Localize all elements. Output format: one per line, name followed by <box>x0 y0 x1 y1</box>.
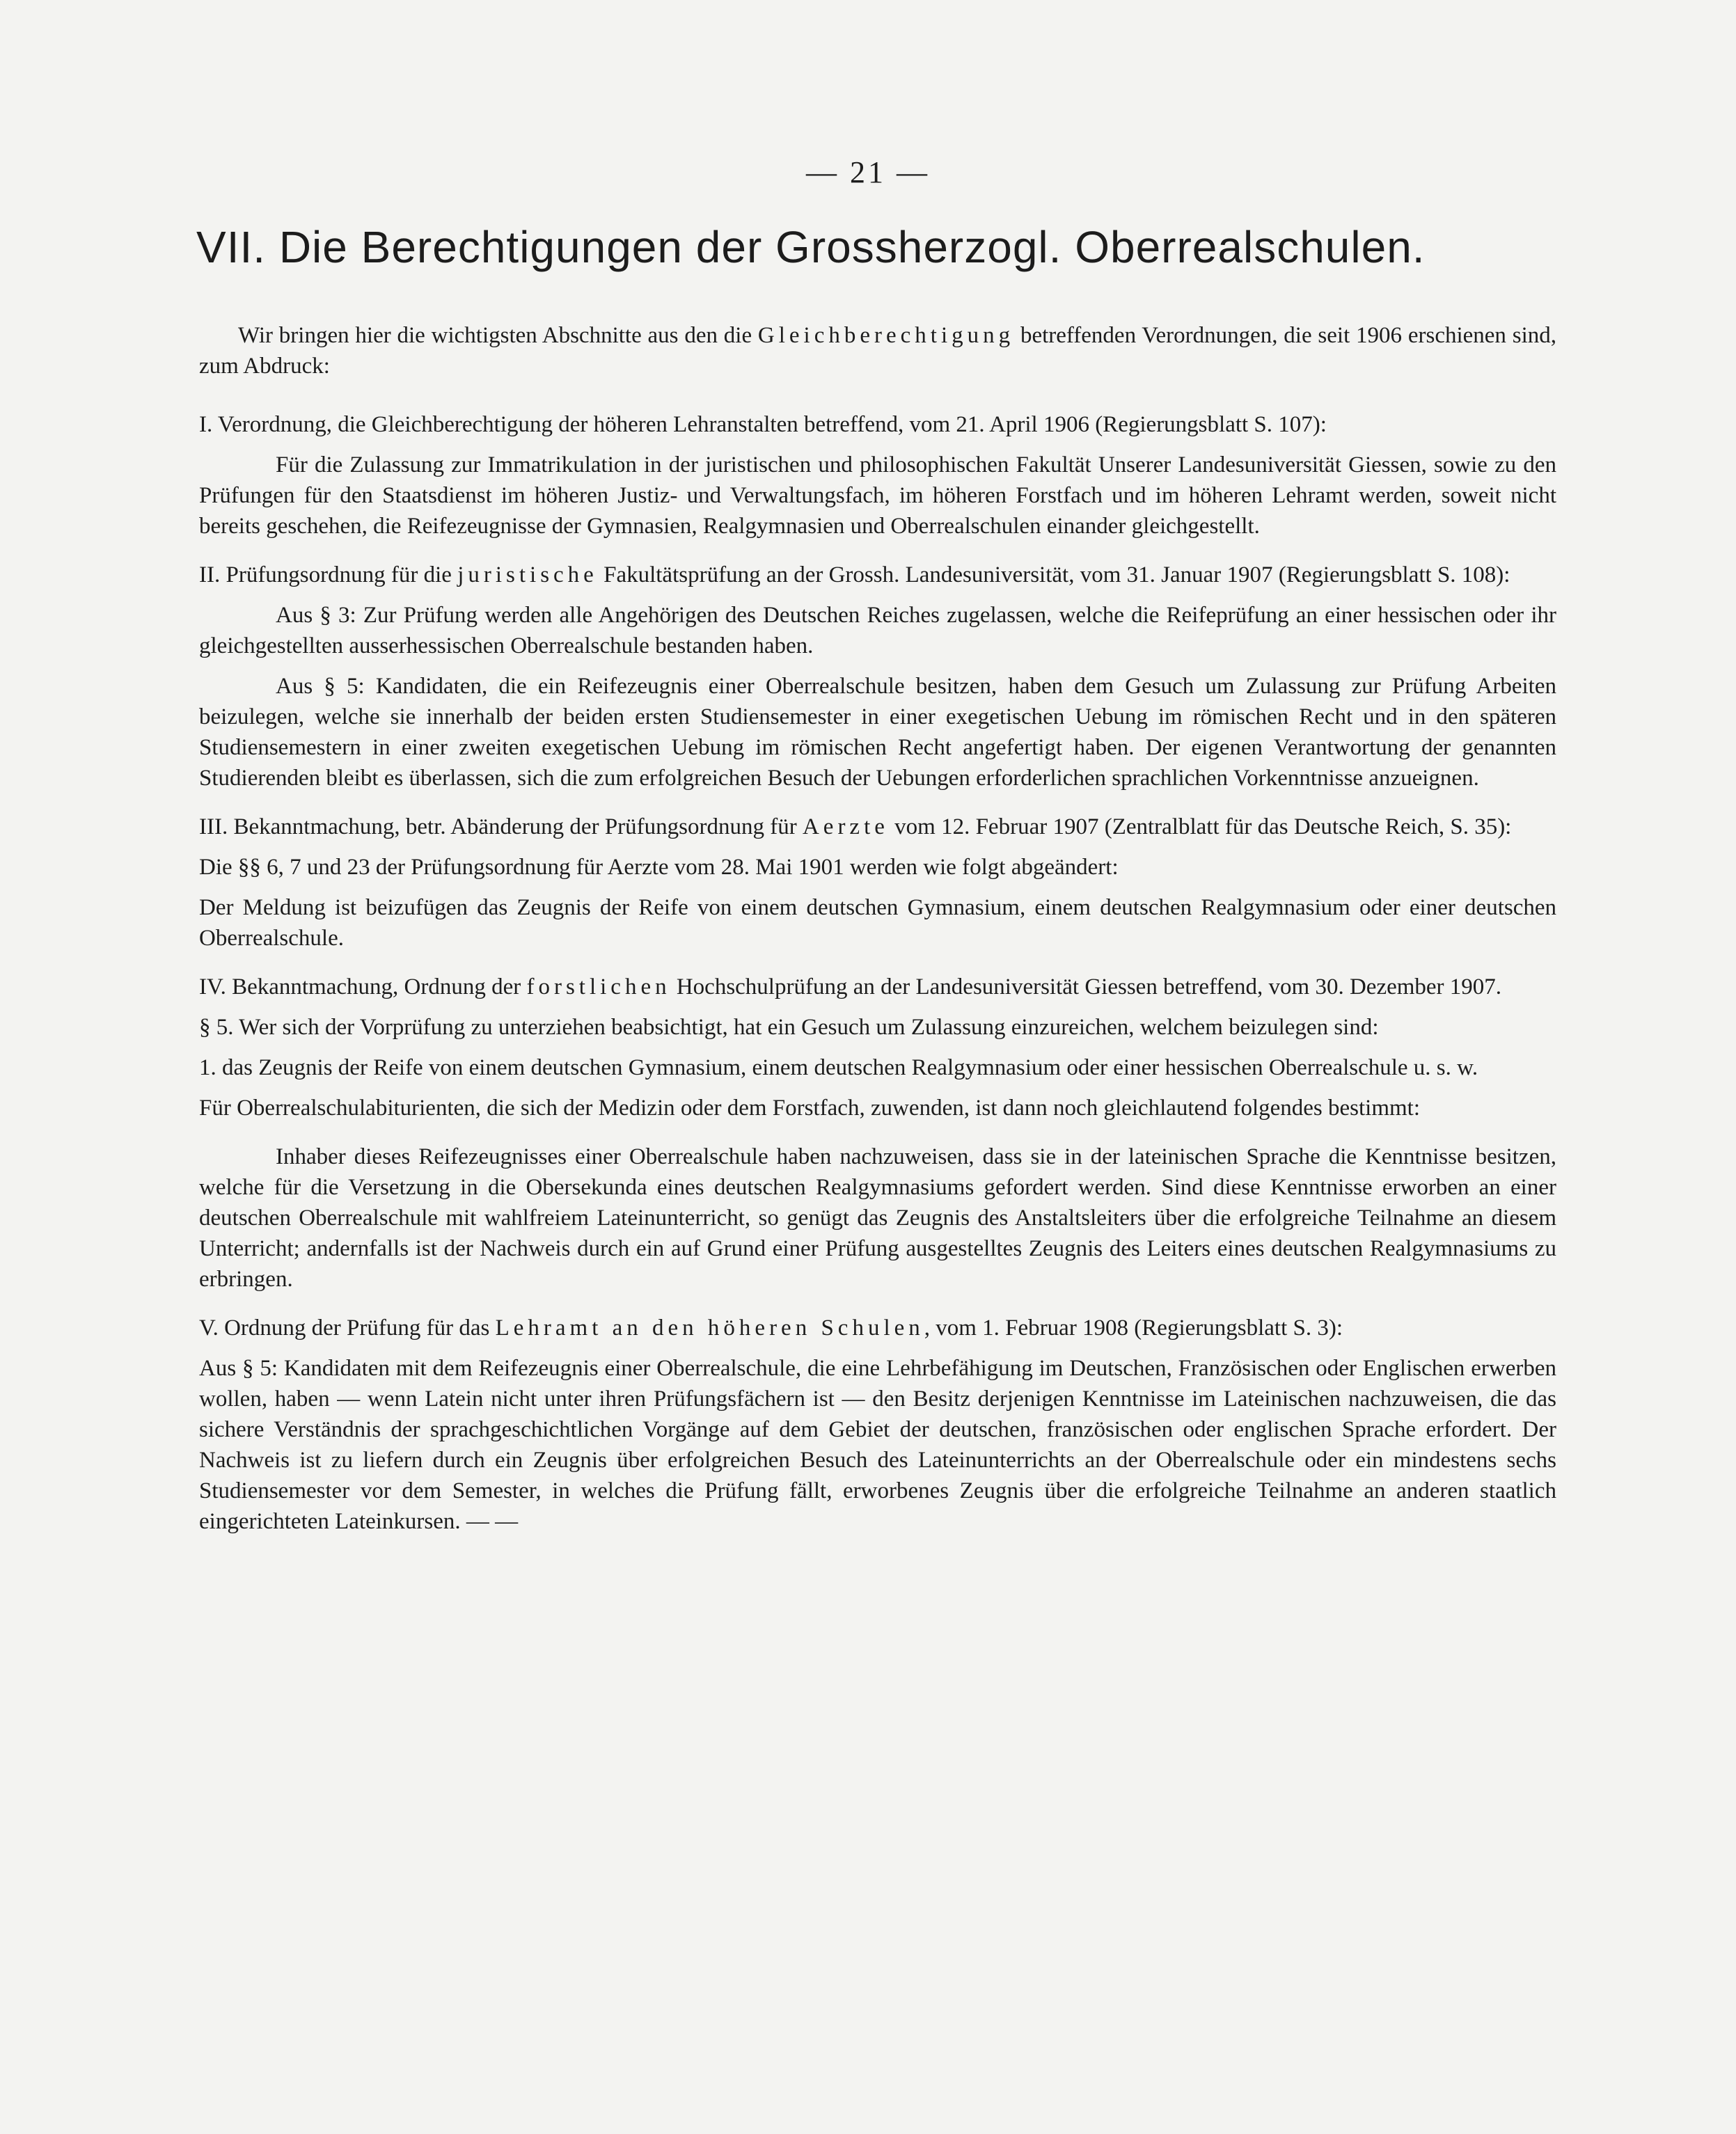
section-4-paragraph-1: § 5. Wer sich der Vorprüfung zu unterziehen beabsichtigt, hat ein Gesuch um Zulassung einzureichen, welchem beizulegen sind: <box>199 1015 1379 1040</box>
section-2-paragraph-2: Aus § 5: Kandidaten, die ein Reifezeugnis einer Oberrealschule besitzen, haben dem Gesuch um Zulassung zur Prüfung Arbeiten beizulegen, welche sie innerhalb der beiden ersten Studiensemester in einer exegetischen Uebung im römischen Recht und in den späteren Studiensemestern in einer zweiten exegetischen Uebung im römischen Recht angefertigt haben. Der eigenen Verantwortung der genannten Studierenden bleibt es überlassen, sich die zum erfolgreichen Besuch der Uebungen erforderlichen sprachlichen Vorkenntnisse anzueignen. <box>199 674 1556 791</box>
section-5-paragraph-1: Aus § 5: Kandidaten mit dem Reifezeugnis einer Oberrealschule, die eine Lehrbefähigung im Deutschen, Französischen oder Englischen erwerben wollen, haben — wenn Latein nicht unter ihren Prüfungsfächern ist — den Besitz derjenigen Kenntnisse im Lateinischen nachzuweisen, die das sichere Verständnis der sprachgeschichtlichen Vorgänge auf dem Gebiet der deutschen, französischen oder englischen Sprache erfordert. Der Nachweis ist zu liefern durch ein Zeugnis über erfolgreichen Besuch des Lateinunterrichts an der Oberrealschule oder ein mindestens sechs Studiensemester vor dem Semester, in welches die Prüfung fällt, erworbenes Zeugnis über die erfolgreiche Teilnahme an anderen staatlich eingerichteten Lateinkursen. — — <box>199 1356 1556 1534</box>
section-2-paragraph-1: Aus § 3: Zur Prüfung werden alle Angehörigen des Deutschen Reiches zugelassen, welche die Reifeprüfung an einer hessischen oder ihr gleichgestellten ausserhessischen Oberrealschule bestanden haben. <box>199 603 1556 658</box>
section-1-heading: I. Verordnung, die Gleichberechtigung der höheren Lehranstalten betreffend, vom 21. April 1906 (Regierungsblatt S. 107): <box>199 412 1327 437</box>
section-4-paragraph-3: Für Oberrealschulabiturienten, die sich der Medizin oder dem Forstfach, zuwenden, ist dann noch gleichlautend folgendes bestimmt: <box>199 1096 1420 1121</box>
document-body <box>199 320 1556 1537</box>
section-3-paragraph-1: Die §§ 6, 7 und 23 der Prüfungsordnung für Aerzte vom 28. Mai 1901 werden wie folgt abgeändert: <box>199 855 1119 880</box>
section-3-heading: III. Bekanntmachung, betr. Abänderung der Prüfungsordnung für Aerzte vom 12. Februar 1907 (Zentralblatt für das Deutsche Reich, S. 35): <box>199 814 1512 839</box>
section-3-paragraph-2: Der Meldung ist beizufügen das Zeugnis der Reife von einem deutschen Gymnasium, einem deutschen Realgymnasium oder einer deutschen Oberrealschule. <box>199 895 1556 951</box>
section-4-paragraph-4: Inhaber dieses Reifezeugnisses einer Oberrealschule haben nachzuweisen, dass sie in der lateinischen Sprache die Kenntnisse besitzen, welche für die Versetzung in die Obersekunda eines deutschen Realgymnasiums gefordert werden. Sind diese Kenntnisse erworben an einer deutschen Oberrealschule mit wahlfreiem Lateinunterricht, so genügt das Zeugnis des Anstaltsleiters über die erfolgreiche Teilnahme an diesem Unterricht; andernfalls ist der Nachweis durch ein auf Grund einer Prüfung ausgestelltes Zeugnis des Leiters eines deutschen Realgymnasiums zu erbringen. <box>199 1144 1556 1292</box>
intro-paragraph: Wir bringen hier die wichtigsten Abschnitte aus den die Gleichberechtigung betreffenden Verordnungen, die seit 1906 erschienen sind, zum Abdruck: <box>199 323 1556 379</box>
page-number: — 21 — <box>806 155 930 189</box>
section-1-text: Für die Zulassung zur Immatrikulation in der juristischen und philosophischen Fakultät Unserer Landesuniversität Giessen, sowie zu den Prüfungen für den Staatsdienst im höheren Justiz- und Verwaltungsfach, im höheren Forstfach und im höheren Lehramt werden, soweit nicht bereits geschehen, die Reifezeugnisse der Gymnasien, Realgymnasien und Oberrealschulen einander gleichgestellt. <box>199 452 1556 539</box>
section-4-heading: IV. Bekanntmachung, Ordnung der forstlichen Hochschulprüfung an der Landesuniversität Giessen betreffend, vom 30. Dezember 1907. <box>199 974 1502 999</box>
section-heading: VII. Die Berechtigungen der Grossherzogl. Oberrealschulen. <box>196 222 1426 272</box>
section-4-paragraph-2: 1. das Zeugnis der Reife von einem deutschen Gymnasium, einem deutschen Realgymnasium oder einer hessischen Oberrealschule u. s. w. <box>199 1055 1478 1080</box>
section-2-heading: II. Prüfungsordnung für die juristische Fakultätsprüfung an der Grossh. Landesuniversität, vom 31. Januar 1907 (Regierungsblatt S. 108): <box>199 562 1510 587</box>
section-5-heading: V. Ordnung der Prüfung für das Lehramt an den höheren Schulen, vom 1. Februar 1908 (Regierungsblatt S. 3): <box>199 1315 1343 1341</box>
